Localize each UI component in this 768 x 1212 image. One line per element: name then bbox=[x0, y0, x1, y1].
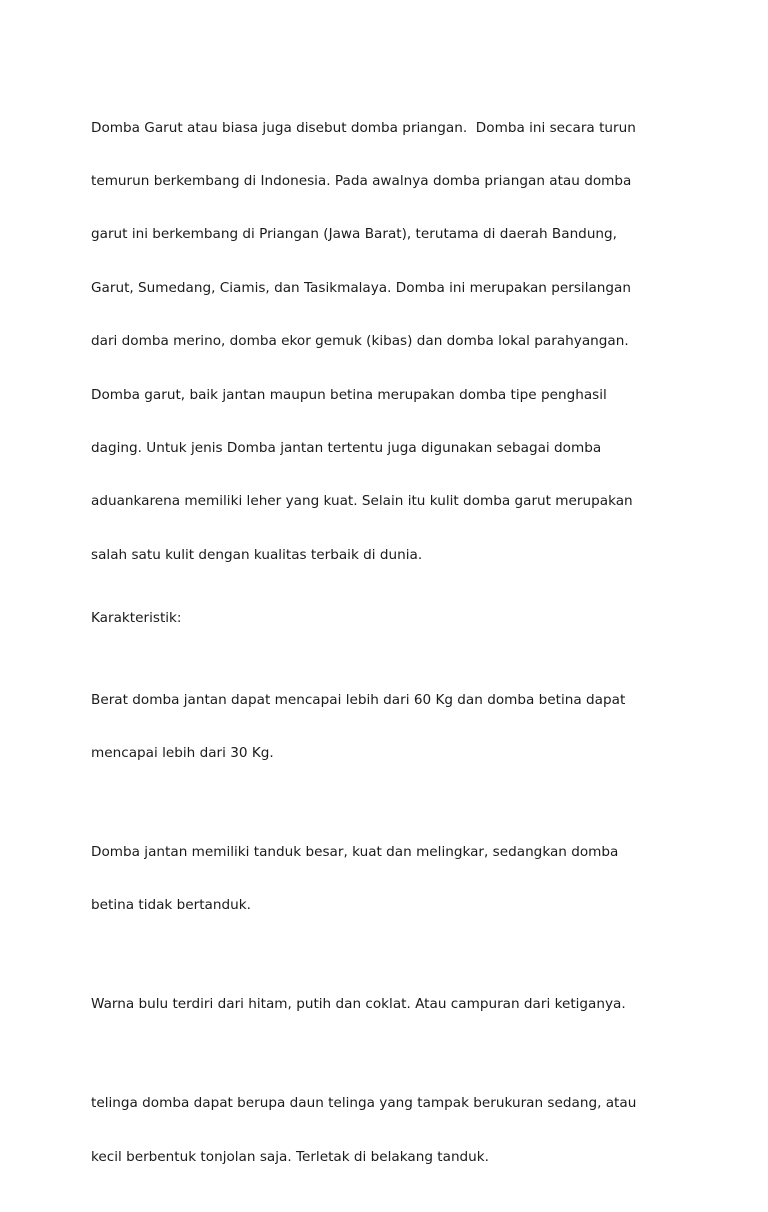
text-line: temurun berkembang di Indonesia. Pada awalnya domba priangan atau domba bbox=[91, 172, 632, 189]
characteristic-ears bbox=[91, 1060, 676, 1202]
characteristic-weight bbox=[91, 656, 676, 798]
text-line: kecil berbentuk tonjolan saja. Terletak di belakang tanduk. bbox=[91, 1148, 489, 1165]
text-line: Berat domba jantan dapat mencapai lebih dari 60 Kg dan domba betina dapat bbox=[91, 691, 626, 708]
text-line: Domba garut, baik jantan maupun betina merupakan domba tipe penghasil bbox=[91, 386, 607, 403]
intro-paragraph bbox=[91, 84, 676, 600]
text-line: betina tidak bertanduk. bbox=[91, 897, 251, 914]
text-line: Domba jantan memiliki tanduk besar, kuat dan melingkar, sedangkan domba bbox=[91, 843, 619, 860]
text-line: Garut, Sumedang, Ciamis, dan Tasikmalaya. Domba ini merupakan persilangan bbox=[91, 279, 631, 296]
text-line: Warna bulu terdiri dari hitam, putih dan coklat. Atau campuran dari ketiganya. bbox=[91, 996, 626, 1013]
text-line: aduankarena memiliki leher yang kuat. Selain itu kulit domba garut merupakan bbox=[91, 493, 633, 510]
text-line: garut ini berkembang di Priangan (Jawa Barat), terutama di daerah Bandung, bbox=[91, 226, 617, 243]
characteristic-horns bbox=[91, 808, 676, 950]
text-line: daging. Untuk jenis Domba jantan tertentu juga digunakan sebagai domba bbox=[91, 439, 602, 456]
document-page bbox=[91, 84, 676, 1212]
characteristic-color bbox=[91, 961, 676, 1050]
text-line: mencapai lebih dari 30 Kg. bbox=[91, 744, 274, 761]
text-line: salah satu kulit dengan kualitas terbaik di dunia. bbox=[91, 546, 423, 563]
text-line: dari domba merino, domba ekor gemuk (kibas) dan domba lokal parahyangan. bbox=[91, 333, 629, 350]
characteristics-heading: Karakteristik: bbox=[91, 610, 182, 627]
text-line: Domba Garut atau biasa juga disebut domba priangan. Domba ini secara turun bbox=[91, 119, 636, 136]
text-line: telinga domba dapat berupa daun telinga yang tampak berukuran sedang, atau bbox=[91, 1095, 637, 1112]
